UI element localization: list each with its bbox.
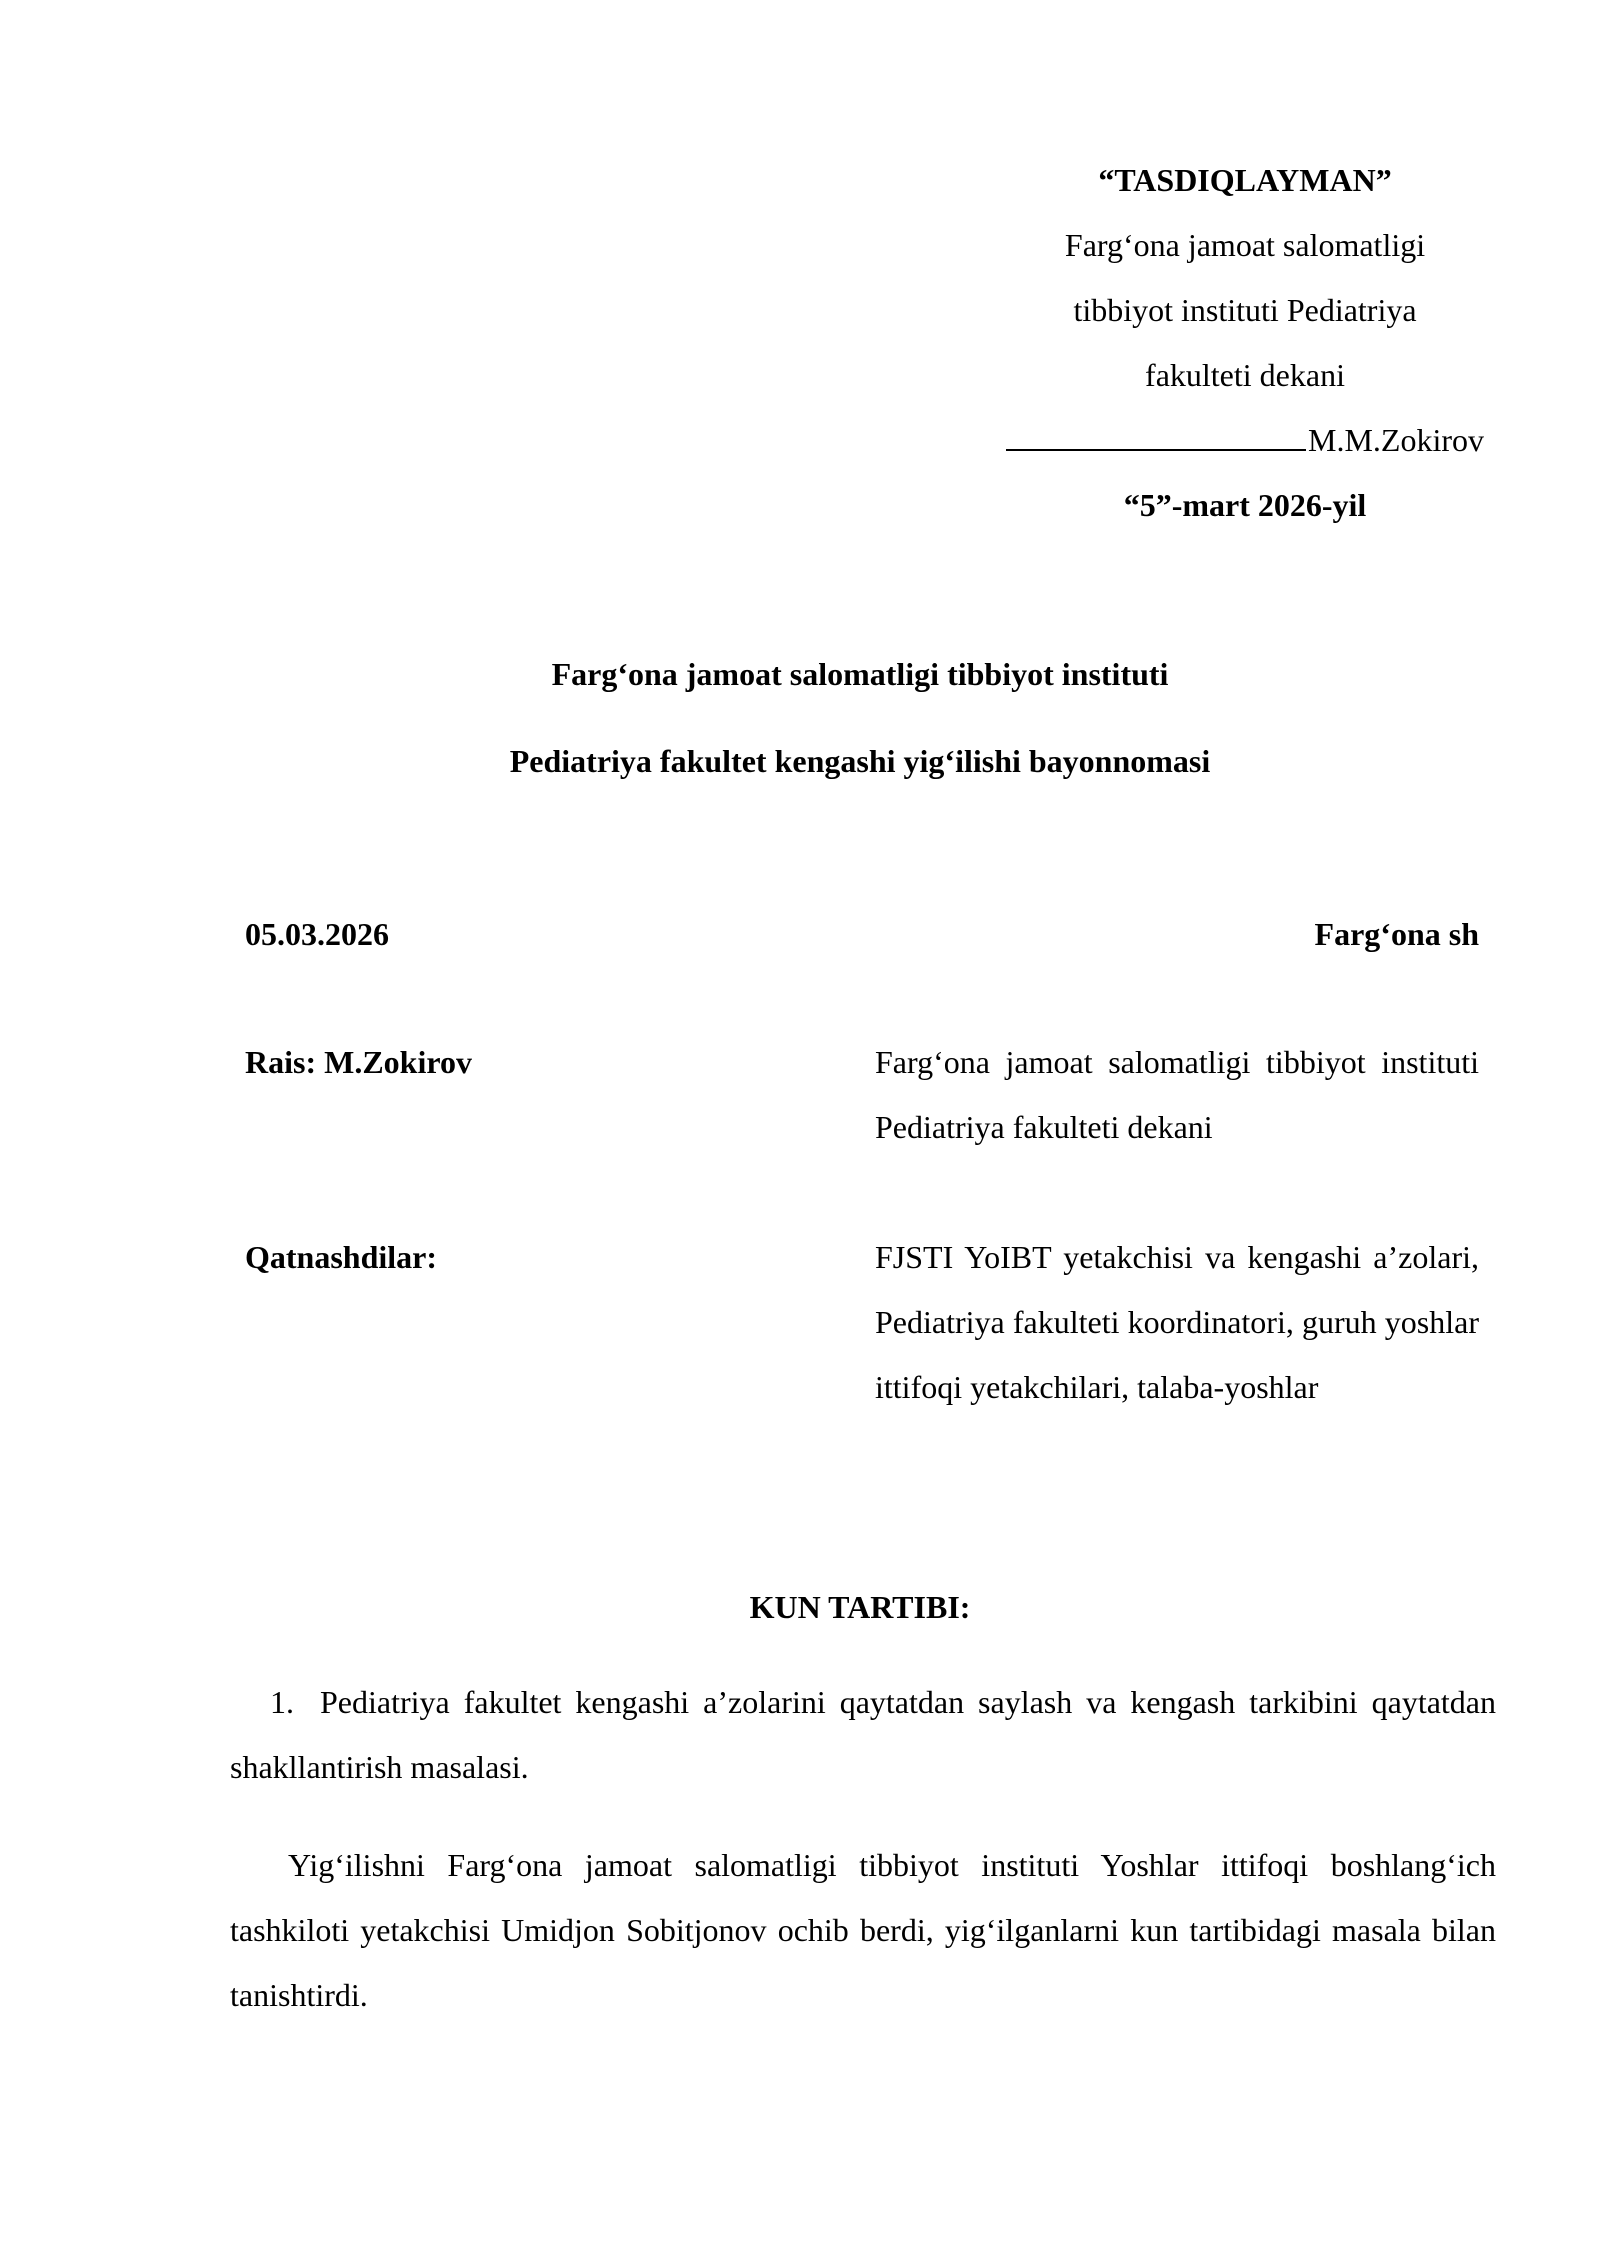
date-place-row <box>245 914 1479 954</box>
chairman-label: Rais: M.Zokirov <box>245 1044 472 1080</box>
signature-name: M.M.Zokirov <box>1308 422 1484 458</box>
meeting-date: 05.03.2026 <box>245 916 389 952</box>
approval-signature <box>975 408 1515 473</box>
agenda-heading: KUN TARTIBI: <box>749 1589 971 1625</box>
participants-row <box>245 1225 1479 1420</box>
participants-list: FJSTI YoIBT yetakchisi va kengashi a’zolari, Pediatriya fakulteti koordinatori, guruh yoshlar ittifoqi yetakchilari, talaba-yoshlar <box>875 1239 1479 1405</box>
document-title-line-1: Farg‘ona jamoat salomatligi tibbiyot instituti <box>551 656 1169 692</box>
approval-heading: “TASDIQLAYMAN” <box>1098 162 1392 198</box>
approval-date: “5”-mart 2026-yil <box>1123 487 1367 523</box>
participants-label: Qatnashdilar: <box>245 1239 438 1275</box>
document-title-line-2: Pediatriya fakultet kengashi yig‘ilishi bayonnomasi <box>509 743 1211 779</box>
meeting-place: Farg‘ona sh <box>1314 916 1479 952</box>
signature-blank-line <box>1006 419 1306 451</box>
approval-block <box>975 148 1515 538</box>
approval-line-1: Farg‘ona jamoat salomatligi <box>1064 227 1426 263</box>
chairman-row <box>245 1030 1479 1160</box>
body-paragraph: Yig‘ilishni Farg‘ona jamoat salomatligi tibbiyot instituti Yoshlar ittifoqi boshlang‘ich tashkiloti yetakchisi Umidjon Sobitjonov ochib berdi, yig‘ilganlarni kun tartibidagi masala bilan tanishtirdi. <box>230 1847 1496 2013</box>
approval-line-3: fakulteti dekani <box>1145 357 1345 393</box>
chairman-position: Farg‘ona jamoat salomatligi tibbiyot instituti Pediatriya fakulteti dekani <box>875 1044 1479 1145</box>
agenda-item <box>230 1670 1496 1800</box>
approval-line-2: tibbiyot instituti Pediatriya <box>1073 292 1417 328</box>
agenda-item-text: Pediatriya fakultet kengashi a’zolarini qaytatdan saylash va kengash tarkibini qaytatdan shakllantirish masalasi. <box>230 1684 1496 1785</box>
agenda-item-number: 1. <box>270 1684 294 1720</box>
